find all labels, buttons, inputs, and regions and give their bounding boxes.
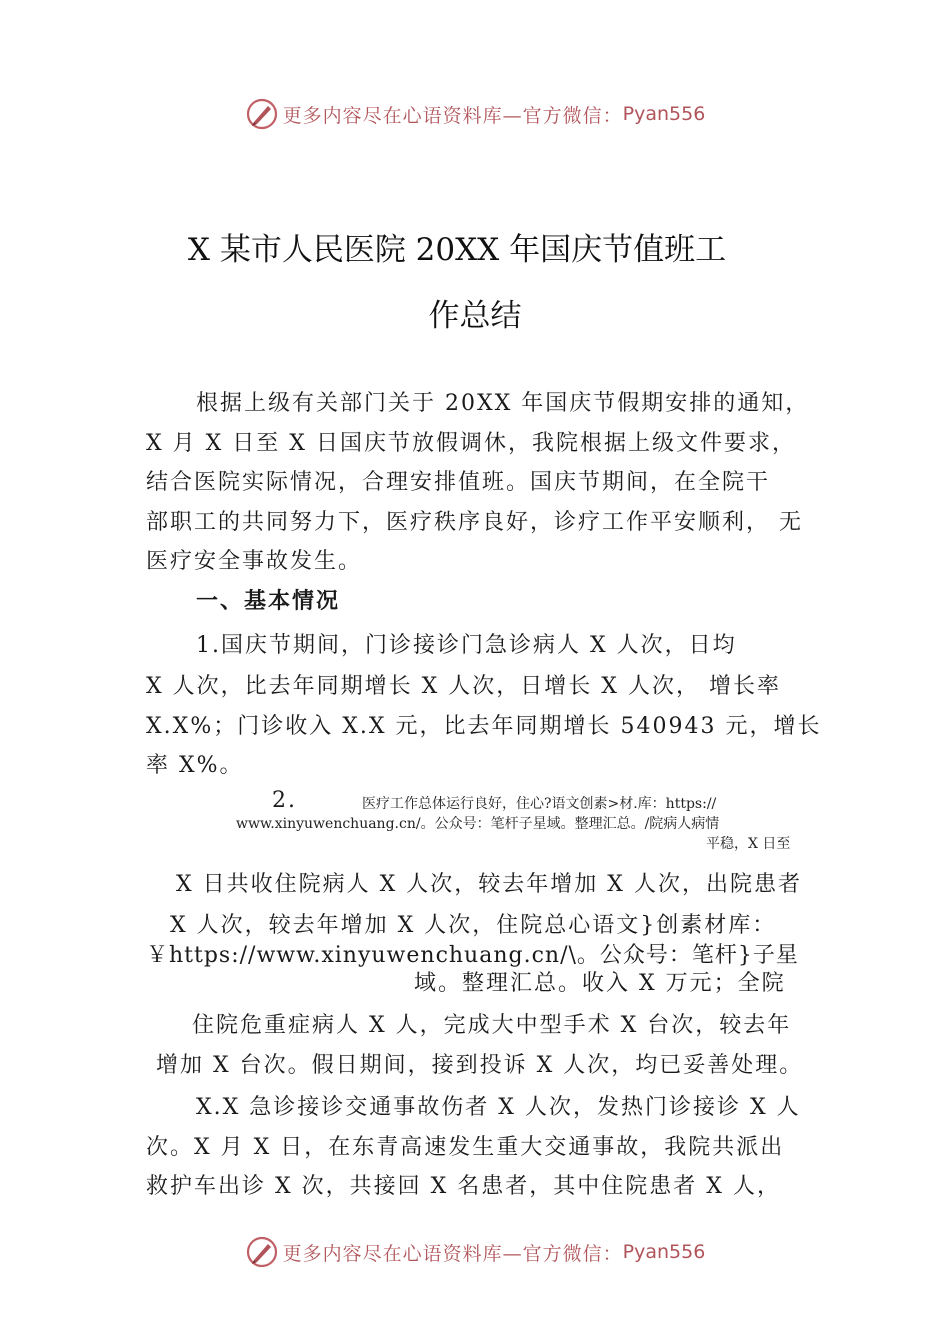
paragraph-line: 域。整理汇总。收入 X 万元；全院: [414, 971, 786, 996]
paragraph-line: 次。X 月 X 日，在东青高速发生重大交通事故，我院共派出: [146, 1135, 785, 1160]
paragraph-line: X.X%；门诊收入 X.X 元，比去年同期增长 540943 元，增长: [146, 714, 822, 739]
paragraph-line: X 人次，比去年同期增长 X 人次，日增长 X 人次， 增长率: [146, 674, 781, 699]
paragraph-line: X 日共收住院病人 X 人次，较去年增加 X 人次，出院患者: [176, 872, 802, 897]
item-number: 2.: [272, 788, 297, 813]
pen-logo-icon: [245, 97, 279, 131]
section-heading: 一、基本情况: [196, 589, 341, 614]
watermark-wechat-id: Pyan556: [622, 1241, 706, 1263]
watermark-banner-bottom: [0, 1232, 950, 1272]
paragraph-line: 救护车出诊 X 次，共接回 X 名患者，其中住院患者 X 人，: [146, 1174, 781, 1199]
paragraph-line: 住院危重症病人 X 人，完成大中型手术 X 台次，较去年: [192, 1013, 792, 1038]
watermark-text: 更多内容尽在心语资料库—官方微信：: [282, 1242, 623, 1265]
paragraph-line: X 人次，较去年增加 X 人次，住院总心语文}创素材库：: [170, 913, 777, 938]
paragraph-line: 结合医院实际情况，合理安排值班。国庆节期间，在全院干: [146, 470, 771, 495]
watermark-banner-top: [0, 94, 950, 134]
small-inline-text: 医疗工作总体运行良好，住心?语文创素>材.库：https://: [362, 796, 717, 812]
document-title-line-1: X 某市人民医院 20XX 年国庆节值班工: [187, 232, 727, 268]
small-inline-text: 平稳，X 日至: [706, 836, 791, 852]
paragraph-line: 率 X%。: [146, 753, 244, 778]
paragraph-line: X 月 X 日至 X 日国庆节放假调休，我院根据上级文件要求，: [146, 431, 796, 456]
paragraph-line: 部职工的共同努力下，医疗秩序良好，诊疗工作平安顺利， 无: [146, 510, 803, 535]
watermark-text: 更多内容尽在心语资料库—官方微信：: [282, 104, 623, 127]
document-title-line-2: 作总结: [428, 298, 522, 334]
watermark-wechat-id: Pyan556: [622, 103, 706, 125]
paragraph-line: X.X 急诊接诊交通事故伤者 X 人次，发热门诊接诊 X 人: [196, 1095, 801, 1120]
pen-logo-icon: [245, 1235, 279, 1269]
paragraph-line: ￥https://www.xinyuwenchuang.cn/\。公众号：笔杆}子星: [146, 943, 799, 968]
small-inline-text: www.xinyuwenchuang.cn/。公众号：笔杆子星域。整理汇总。/院病人病情: [236, 816, 720, 832]
paragraph-line: 1.国庆节期间，门诊接诊门急诊病人 X 人次，日均: [196, 633, 737, 658]
paragraph-line: 根据上级有关部门关于 20XX 年国庆节假期安排的通知，: [196, 391, 810, 416]
paragraph-line: 医疗安全事故发生。: [146, 549, 363, 574]
paragraph-line: 增加 X 台次。假日期间，接到投诉 X 人次，均已妥善处理。: [156, 1053, 804, 1078]
